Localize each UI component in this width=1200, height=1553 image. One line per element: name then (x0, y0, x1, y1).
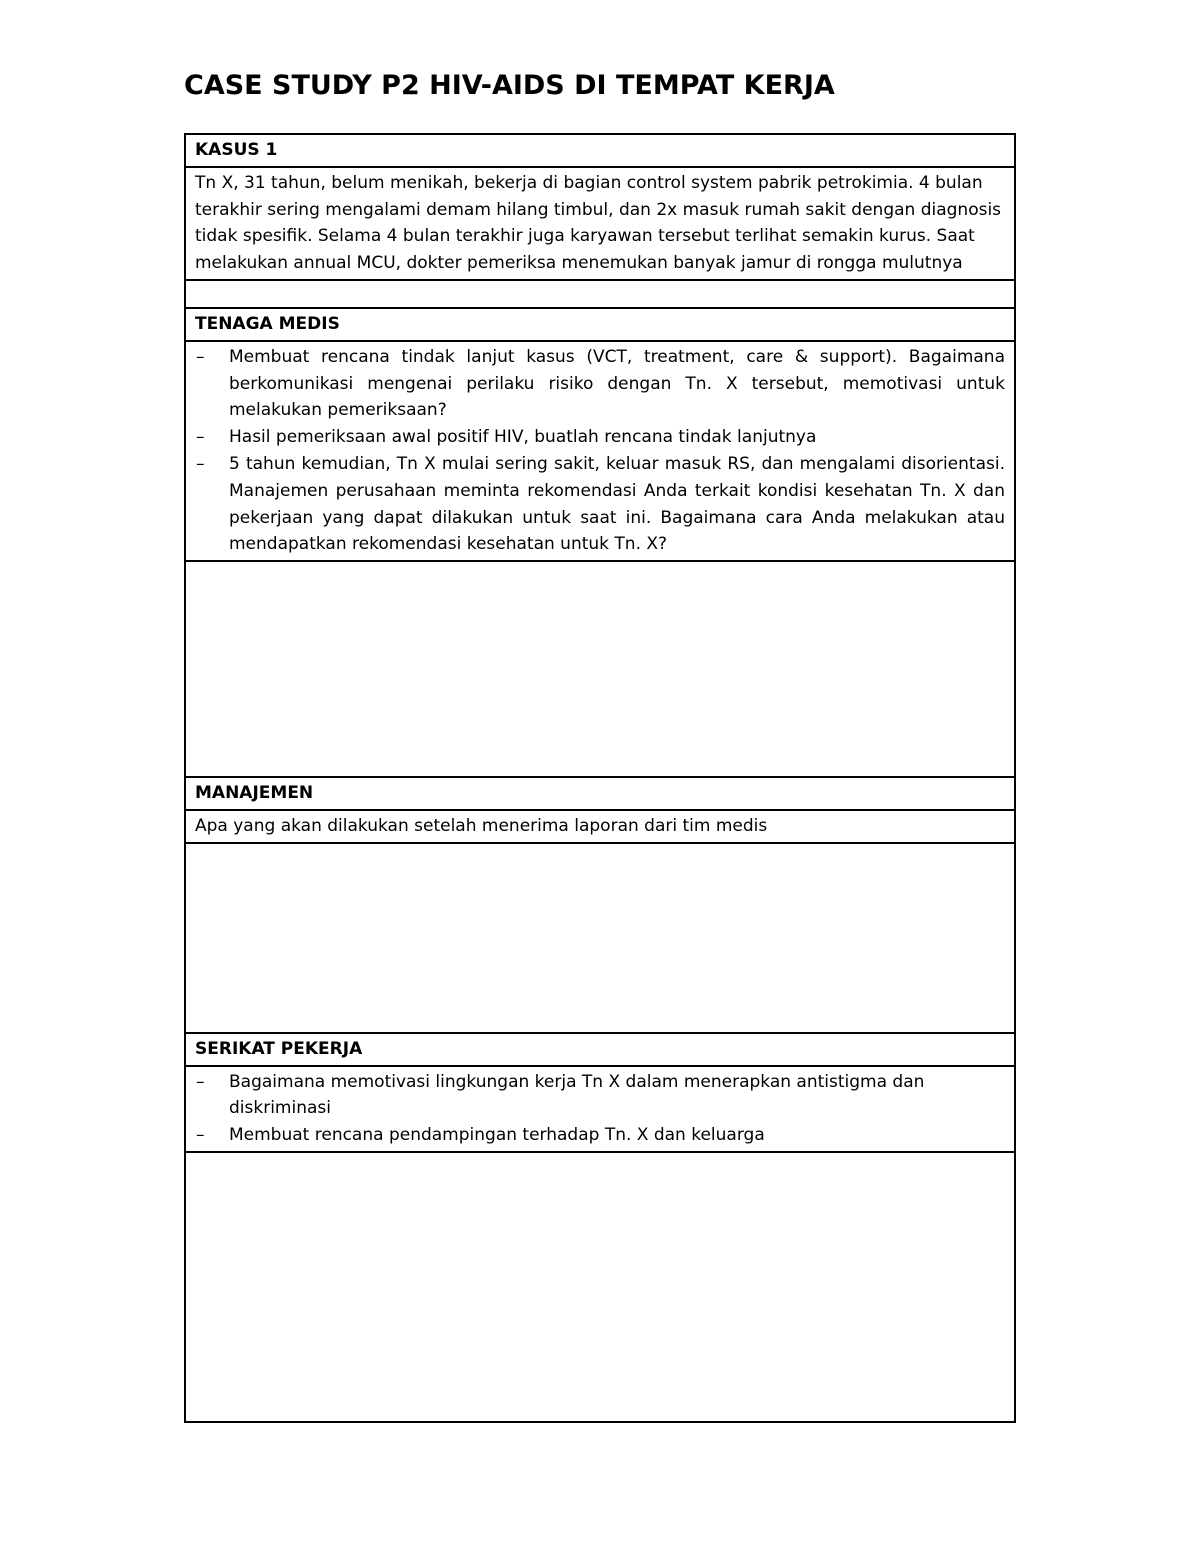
list-item: – Membuat rencana tindak lanjut kasus (VCT, treatment, care & support). Bagaimana berkomunikasi mengenai perilaku risiko dengan Tn. X tersebut, memotivasi untuk melakukan pemeriksaan? (195, 344, 1005, 424)
serikat-pekerja-answer-row (185, 1152, 1015, 1422)
serikat-pekerja-list (195, 1069, 1005, 1149)
manajemen-heading: MANAJEMEN (185, 777, 1015, 810)
list-item: – Membuat rencana pendampingan terhadap Tn. X dan keluarga (195, 1122, 1005, 1149)
kasus-description: Tn X, 31 tahun, belum menikah, bekerja di bagian control system pabrik petrokimia. 4 bulan terakhir sering mengalami demam hilang timbul, dan 2x masuk rumah sakit dengan diagnosis tidak spesifik. Selama 4 bulan terakhir juga karyawan tersebut terlihat semakin kurus. Saat melakukan annual MCU, dokter pemeriksa menemukan banyak jamur di rongga mulutnya (185, 167, 1015, 280)
blank-row-after-kasus (185, 280, 1015, 308)
serikat-pekerja-items-cell (185, 1066, 1015, 1152)
list-item: – Hasil pemeriksaan awal positif HIV, buatlah rencana tindak lanjutnya (195, 424, 1005, 451)
tenaga-medis-list (195, 344, 1005, 558)
tenaga-medis-items-row (185, 341, 1015, 561)
answer-area-serikat-pekerja[interactable] (185, 1152, 1015, 1422)
manajemen-answer-row (185, 843, 1015, 1033)
kasus-heading-row (185, 134, 1015, 167)
manajemen-heading-row (185, 777, 1015, 810)
answer-area-tenaga-medis[interactable] (185, 561, 1015, 777)
answer-area-manajemen[interactable] (185, 843, 1015, 1033)
list-item: – 5 tahun kemudian, Tn X mulai sering sakit, keluar masuk RS, dan mengalami disorientasi. Manajemen perusahaan meminta rekomendasi Anda terkait kondisi kesehatan Tn. X dan pekerjaan yang dapat dilakukan untuk saat ini. Bagaimana cara Anda melakukan atau mendapatkan rekomendasi kesehatan untuk Tn. X? (195, 451, 1005, 558)
manajemen-question: Apa yang akan dilakukan setelah menerima laporan dari tim medis (185, 810, 1015, 843)
serikat-pekerja-items-row (185, 1066, 1015, 1152)
serikat-pekerja-heading: SERIKAT PEKERJA (185, 1033, 1015, 1066)
manajemen-question-row (185, 810, 1015, 843)
answer-area-kasus[interactable] (185, 280, 1015, 308)
kasus-heading: KASUS 1 (185, 134, 1015, 167)
tenaga-medis-answer-row (185, 561, 1015, 777)
case-study-table (184, 133, 1016, 1423)
kasus-description-row (185, 167, 1015, 280)
tenaga-medis-items-cell (185, 341, 1015, 561)
list-item: – Bagaimana memotivasi lingkungan kerja Tn X dalam menerapkan antistigma dan diskriminasi (195, 1069, 1005, 1123)
serikat-pekerja-heading-row (185, 1033, 1015, 1066)
page-title: CASE STUDY P2 HIV-AIDS DI TEMPAT KERJA (184, 70, 835, 101)
tenaga-medis-heading: TENAGA MEDIS (185, 308, 1015, 341)
tenaga-medis-heading-row (185, 308, 1015, 341)
